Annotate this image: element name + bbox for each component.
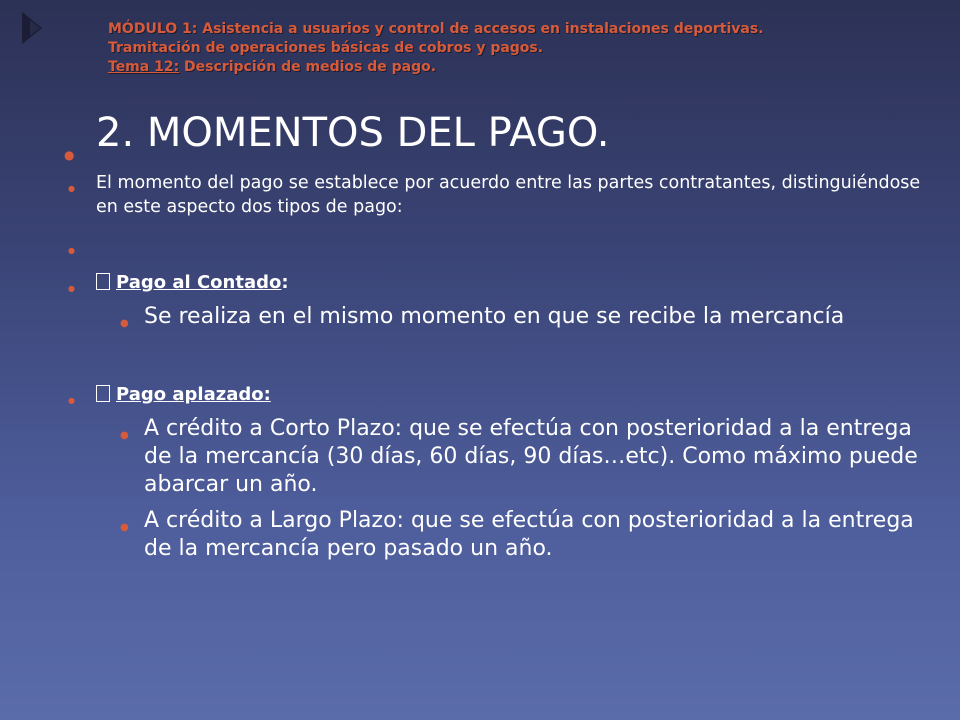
bullet-icon: ●: [64, 148, 75, 162]
bullet-icon: ●: [68, 284, 75, 293]
module-header: [108, 20, 938, 77]
contado-suffix: :: [281, 272, 289, 293]
bullet-icon: ●: [120, 430, 129, 441]
bullet-icon: ●: [68, 246, 75, 255]
slide-title: [62, 105, 922, 161]
intro-paragraph: [62, 171, 922, 219]
aplazado-heading: [62, 383, 922, 407]
header-line-3: [108, 58, 938, 77]
contado-heading: [62, 271, 922, 295]
bullet-icon: ●: [120, 522, 129, 533]
intro-text: El momento del pago se establece por acuerdo entre las partes contratantes, distinguiéndose en este aspecto dos tipos de pago:: [96, 173, 921, 217]
contado-description: [62, 303, 922, 331]
corto-plazo-text: A crédito a Corto Plazo: que se efectúa con posterioridad a la entrega de la mercancía (30 días, 60 días, 90 días…etc). Como máximo puede abarcar un año.: [144, 416, 918, 497]
bullet-icon: ●: [68, 396, 75, 405]
tema-label: Tema 12:: [108, 59, 180, 75]
box-glyph-icon: [96, 385, 110, 402]
aplazado-label: Pago aplazado:: [116, 384, 271, 405]
slide-content: [62, 105, 922, 563]
tema-text: Descripción de medios de pago.: [179, 59, 437, 75]
slide-title-text: 2. MOMENTOS DEL PAGO.: [96, 110, 610, 156]
contado-label: Pago al Contado: [116, 272, 282, 293]
largo-plazo-item: [62, 507, 922, 563]
empty-bullet: [62, 233, 922, 257]
largo-plazo-text: A crédito a Largo Plazo: que se efectúa con posterioridad a la entrega de la mercancía pero pasado un año.: [144, 508, 914, 561]
header-line-1: MÓDULO 1: Asistencia a usuarios y control de accesos en instalaciones deportivas.: [108, 21, 764, 37]
corto-plazo-item: [62, 415, 922, 499]
chevron-inner-icon: [30, 20, 40, 36]
box-glyph-icon: [96, 273, 110, 290]
bullet-icon: ●: [68, 184, 75, 193]
header-line-2: Tramitación de operaciones básicas de cobros y pagos.: [108, 40, 544, 56]
contado-desc-text: Se realiza en el mismo momento en que se recibe la mercancía: [144, 304, 845, 329]
bullet-icon: ●: [120, 318, 129, 329]
